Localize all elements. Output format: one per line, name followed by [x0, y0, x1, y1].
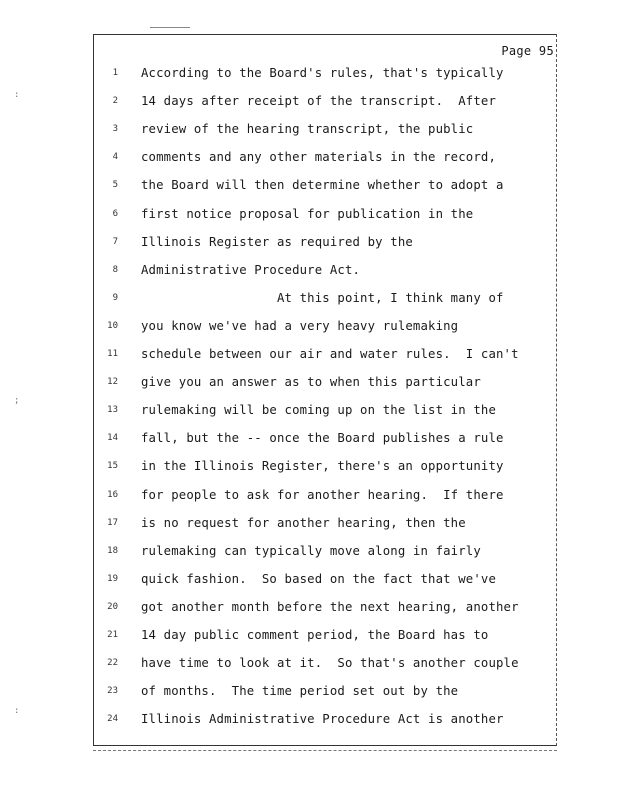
line-number: 17 — [107, 517, 118, 528]
transcript-line — [0, 456, 618, 476]
line-number: 9 — [112, 292, 118, 303]
margin-speck: : — [14, 90, 20, 100]
line-text: rulemaking can typically move along in fairly — [141, 543, 481, 558]
line-number: 15 — [107, 461, 118, 472]
transcript-line — [0, 147, 618, 167]
transcript-line — [0, 597, 618, 617]
line-text: Illinois Administrative Procedure Act is another — [141, 712, 504, 727]
line-number: 21 — [107, 630, 118, 640]
margin-speck: : — [14, 706, 20, 716]
line-number: 16 — [107, 489, 118, 500]
line-text: Administrative Procedure Act. — [141, 262, 361, 277]
line-number: 20 — [107, 601, 118, 612]
line-text: 14 day public comment period, the Board has to — [141, 628, 489, 642]
line-number: 14 — [107, 433, 118, 444]
transcript-line — [0, 541, 618, 561]
line-number: 6 — [112, 208, 118, 219]
transcript-line — [0, 63, 618, 83]
line-number: 10 — [107, 320, 118, 331]
line-number: 23 — [107, 686, 118, 697]
line-text: you know we've had a very heavy rulemaking — [141, 318, 459, 333]
transcript-line — [0, 400, 618, 420]
line-number: 4 — [112, 152, 118, 163]
line-number: 18 — [107, 545, 118, 556]
line-number: 1 — [112, 68, 118, 78]
scan-artifact-top — [150, 27, 190, 28]
transcript-line — [0, 569, 618, 589]
transcript-line — [0, 260, 618, 280]
transcript-line — [0, 485, 618, 505]
line-text: comments and any other materials in the record, — [141, 150, 497, 165]
line-text: of months. The time period set out by the — [141, 684, 459, 699]
line-number: 3 — [112, 124, 118, 135]
line-number: 19 — [107, 573, 118, 584]
transcript-line — [0, 625, 618, 645]
margin-speck: ; — [14, 396, 20, 406]
line-text: At this point, I think many of — [141, 290, 504, 305]
line-text: Illinois Register as required by the — [141, 234, 413, 249]
line-number: 5 — [112, 180, 118, 191]
line-text: for people to ask for another hearing. If there — [141, 487, 504, 502]
line-number: 13 — [107, 405, 118, 416]
line-text: first notice proposal for publication in the — [141, 206, 474, 221]
page-number: Page 95 — [501, 44, 554, 58]
transcript-line — [0, 288, 618, 308]
transcript-line — [0, 91, 618, 111]
transcript-line — [0, 204, 618, 224]
line-text: got another month before the next hearing, another — [141, 599, 519, 614]
transcript-line — [0, 513, 618, 533]
line-number: 8 — [112, 264, 118, 275]
line-number: 11 — [107, 349, 118, 359]
line-text: give you an answer as to when this particular — [141, 375, 481, 390]
page-bottom-rule — [93, 750, 557, 751]
line-text: rulemaking will be coming up on the list in the — [141, 403, 497, 418]
line-text: have time to look at it. So that's another couple — [141, 656, 519, 671]
line-text: schedule between our air and water rules. I can't — [141, 347, 519, 361]
line-text: review of the hearing transcript, the public — [141, 122, 474, 137]
transcript-line — [0, 372, 618, 392]
line-text: quick fashion. So based on the fact that we've — [141, 571, 497, 586]
transcript-line — [0, 653, 618, 673]
line-number: 2 — [112, 96, 118, 107]
transcript-line — [0, 709, 618, 729]
transcript-line — [0, 175, 618, 195]
line-number: 12 — [107, 377, 118, 388]
line-number: 24 — [107, 714, 118, 725]
line-number: 7 — [112, 236, 118, 247]
transcript-line — [0, 344, 618, 364]
transcript-line — [0, 119, 618, 139]
transcript-line — [0, 232, 618, 252]
line-text: fall, but the -- once the Board publishes a rule — [141, 431, 504, 446]
line-text: the Board will then determine whether to adopt a — [141, 178, 504, 193]
transcript-line — [0, 428, 618, 448]
transcript-line — [0, 681, 618, 701]
line-text: According to the Board's rules, that's typically — [141, 66, 504, 80]
line-number: 22 — [107, 658, 118, 669]
line-text: 14 days after receipt of the transcript. After — [141, 94, 497, 109]
transcript-line — [0, 316, 618, 336]
line-text: is no request for another hearing, then the — [141, 515, 466, 530]
line-text: in the Illinois Register, there's an opportunity — [141, 459, 504, 474]
